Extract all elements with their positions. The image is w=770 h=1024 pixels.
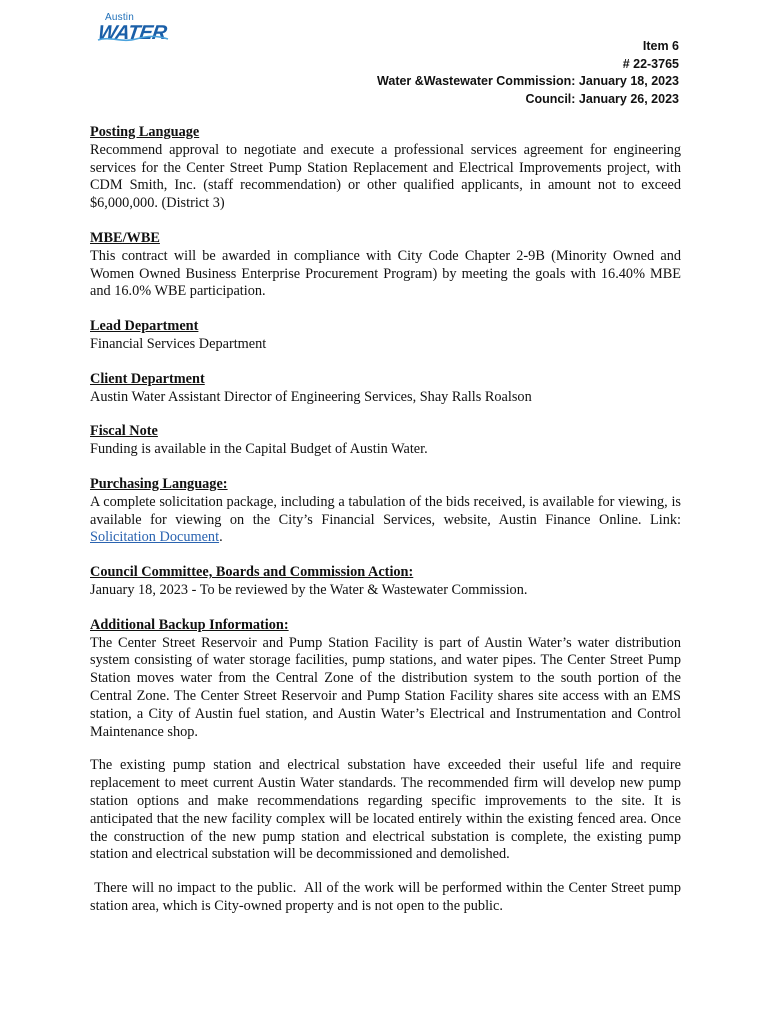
solicitation-document-link[interactable]: Solicitation Document xyxy=(90,529,220,546)
section-heading: Purchasing Language: xyxy=(90,475,228,492)
agenda-header xyxy=(377,38,679,108)
backup-paragraph: The Center Street Reservoir and Pump Station Facility is part of Austin Water’s water distribution system consisting of water storage facilities, pump stations, and water pipes. The Center Street Pump Station moves water from the Central Zone of the distribution system to the south portion of the Central Zone. The Center Street Reservoir and Pump Station Facility shares site access with an EMS station, a City of Austin fuel station, and Austin Water’s Electrical and Instrumentation and Control Maintenance shop. xyxy=(90,634,681,740)
purchasing-language-section xyxy=(90,476,681,547)
file-number: # 22-3765 xyxy=(622,56,679,71)
item-number: Item 6 xyxy=(642,39,679,53)
section-text: Austin Water Assistant Director of Engineering Services, Shay Ralls Roalson xyxy=(90,388,532,405)
additional-backup-section xyxy=(90,616,685,916)
logo-water-text: WATER xyxy=(96,22,168,44)
purchasing-text: A complete solicitation package, including a tabulation of the bids received, is available for viewing, is available for viewing on the City’s Financial Services, website, Austin Finance Online. Link: xyxy=(90,493,681,528)
section-heading: MBE/WBE xyxy=(90,229,160,246)
lead-department-section xyxy=(90,318,681,354)
backup-paragraph: There will no impact to the public. All of the work will be performed within the Center Street pump station area, which is City-owned property and is not open to the public. xyxy=(90,880,685,914)
posting-language-section xyxy=(90,124,681,213)
austin-water-logo xyxy=(96,12,170,46)
section-heading: Fiscal Note xyxy=(90,423,158,440)
council-action-section xyxy=(90,564,681,600)
document-body xyxy=(90,124,685,933)
mbe-wbe-section xyxy=(90,230,681,301)
fiscal-note-section xyxy=(90,423,681,459)
section-text: Recommend approval to negotiate and execute a professional services agreement for engineering services for the Center Street Pump Station Replacement and Electrical Improvements project, with CDM Smith, Inc. (staff recommendation) or other qualified applicants, in amount not to exceed $6,000,000. (District 3) xyxy=(90,141,681,212)
section-text: January 18, 2023 - To be reviewed by the Water & Wastewater Commission. xyxy=(90,581,528,598)
section-heading: Lead Department xyxy=(90,318,199,335)
logo-austin-text: Austin xyxy=(105,12,134,23)
backup-paragraph: The existing pump station and electrical substation have exceeded their useful life and require replacement to meet current Austin Water standards. The recommended firm will develop new pump station options and make recommendations regarding specific improvements to the site. It is anticipated that the new facility complex will be located entirely within the existing fenced area. Once the construction of the new pump station and electrical substation is complete, the existing pump station and electrical substation will be decommissioned and demolished. xyxy=(90,757,681,863)
section-heading: Posting Language xyxy=(90,124,200,140)
section-heading: Additional Backup Information: xyxy=(90,616,289,633)
commission-date: Water &Wastewater Commission: January 18, 2023 xyxy=(377,74,679,88)
client-department-section xyxy=(90,371,681,407)
section-heading: Client Department xyxy=(90,370,205,387)
section-text xyxy=(90,494,681,547)
section-text: This contract will be awarded in compliance with City Code Chapter 2-9B (Minority Owned and Women Owned Business Enterprise Procurement Program) by meeting the goals with 16.40% MBE and 16.0% WBE participation. xyxy=(90,247,681,300)
council-date: Council: January 26, 2023 xyxy=(525,91,679,106)
logo-wave-icon xyxy=(96,34,170,44)
purchasing-text-end: . xyxy=(219,529,223,546)
section-text: Financial Services Department xyxy=(90,335,267,352)
section-heading: Council Committee, Boards and Commission Action: xyxy=(90,564,414,581)
section-text: Funding is available in the Capital Budget of Austin Water. xyxy=(90,441,428,458)
